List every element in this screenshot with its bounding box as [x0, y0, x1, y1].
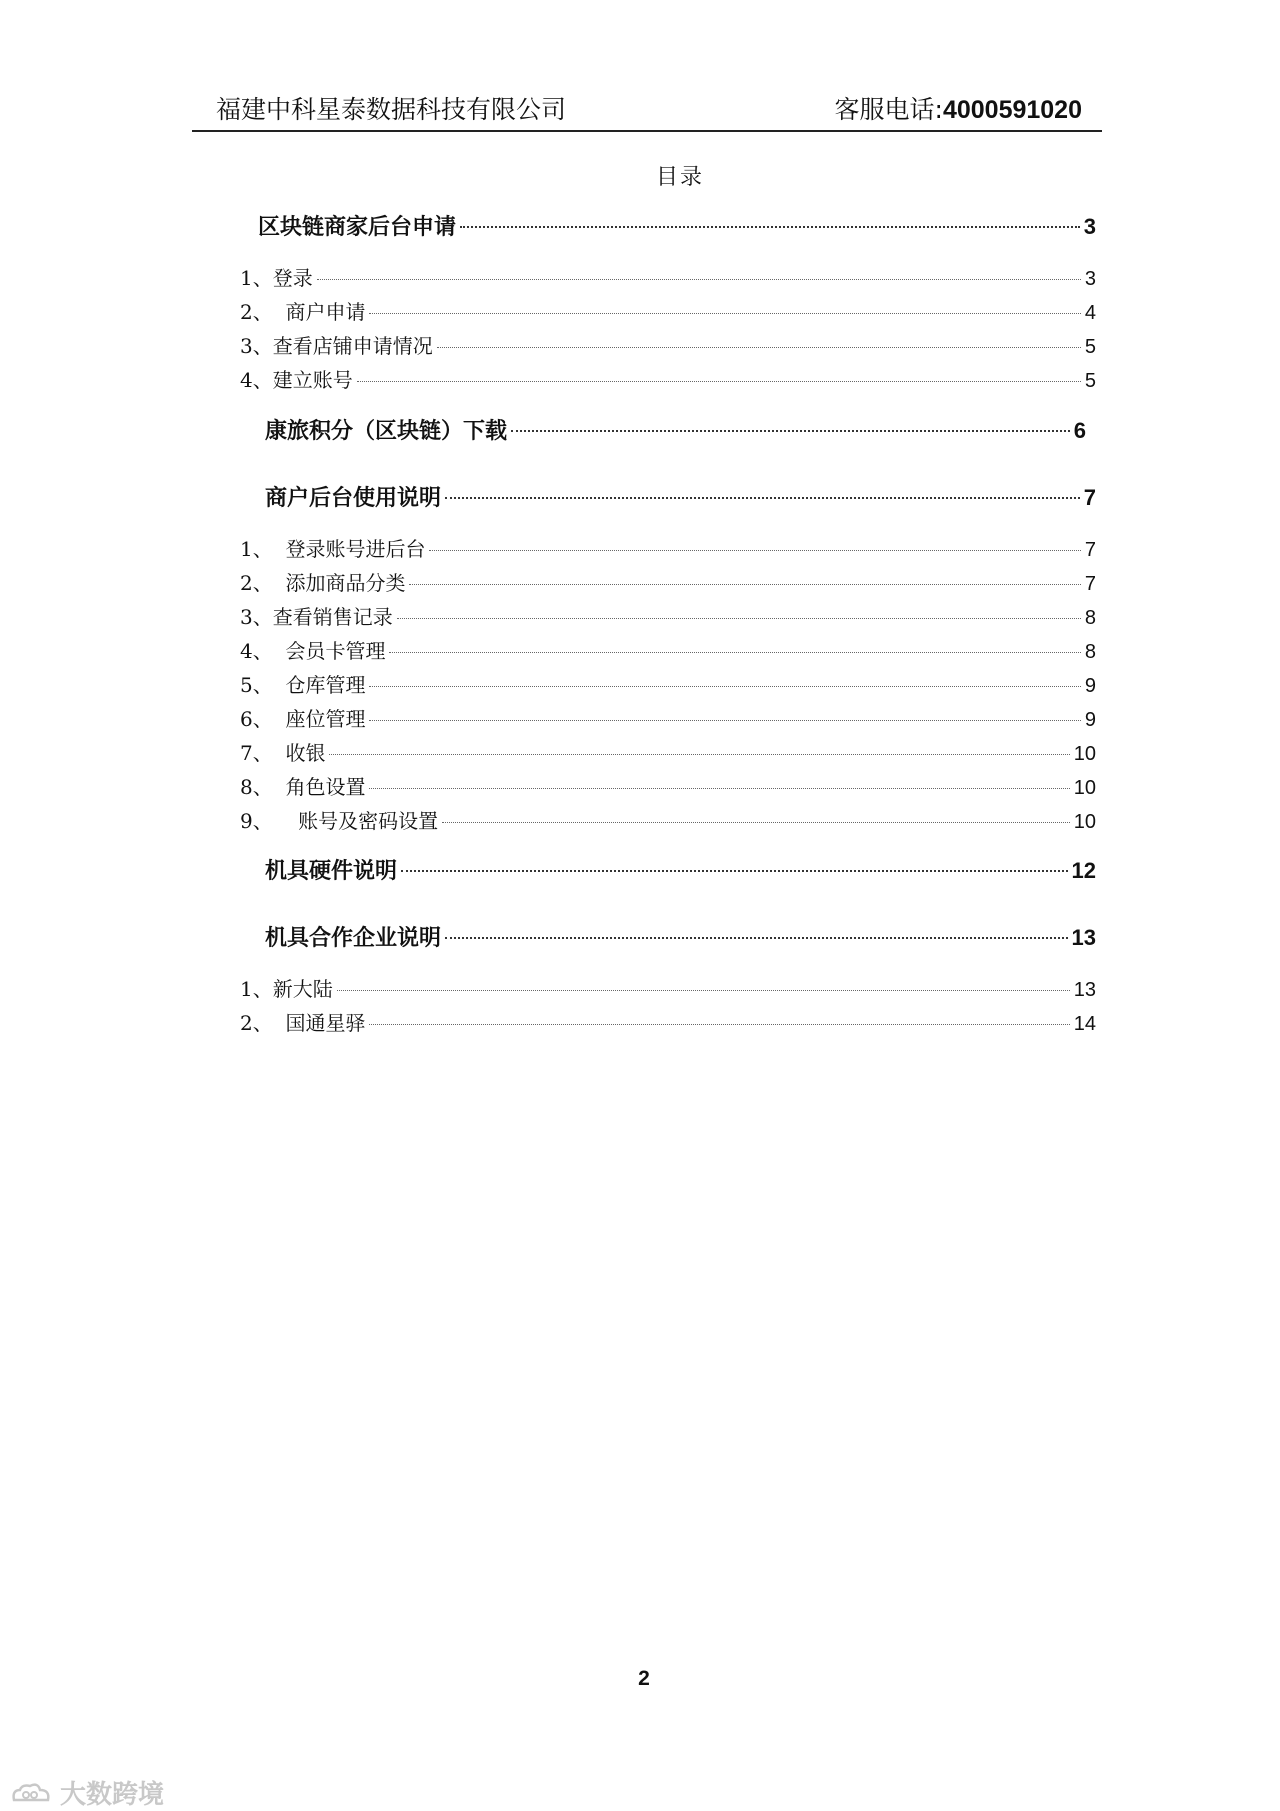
- toc-item[interactable]: [240, 703, 1096, 732]
- phone-label: 客服电话:: [834, 95, 943, 124]
- toc-leader: [445, 497, 1080, 499]
- toc-item[interactable]: [240, 635, 1096, 664]
- toc-leader: [317, 279, 1081, 280]
- service-phone: [835, 90, 1082, 126]
- toc-title: 目录: [655, 165, 704, 190]
- toc-section[interactable]: [265, 921, 1096, 952]
- toc-leader: [445, 937, 1068, 939]
- toc-item-page: 10: [1073, 811, 1096, 833]
- toc-item-label: 2、 商户申请: [240, 300, 366, 324]
- toc-leader: [511, 430, 1070, 432]
- toc-section-label: 机具合作企业说明: [265, 926, 442, 951]
- toc-item-label: 6、 座位管理: [240, 707, 366, 731]
- toc-item-label: 9、 账号及密码设置: [240, 809, 439, 833]
- toc-section-page: 12: [1071, 858, 1096, 883]
- toc-section-page: 7: [1083, 485, 1096, 510]
- phone-number: 4000591020: [942, 96, 1082, 124]
- toc-item-page: 5: [1084, 370, 1096, 392]
- toc-leader: [369, 686, 1080, 687]
- toc-item-label: 7、 收银: [240, 741, 326, 765]
- toc-section[interactable]: [265, 854, 1096, 885]
- toc-section[interactable]: [265, 414, 1086, 445]
- toc-leader: [337, 990, 1070, 991]
- toc-section-label: 康旅积分（区块链）下载: [265, 419, 508, 444]
- toc-item[interactable]: [240, 567, 1096, 596]
- toc-leader: [409, 584, 1080, 585]
- toc-item-page: 10: [1073, 777, 1096, 799]
- toc-section-page: 3: [1083, 214, 1096, 239]
- toc-item-label: 3、查看店铺申请情况: [240, 334, 433, 358]
- toc-leader: [429, 550, 1080, 551]
- toc-item[interactable]: [240, 533, 1096, 562]
- toc-item-page: 9: [1084, 675, 1096, 697]
- toc-item-label: 4、 会员卡管理: [240, 639, 386, 663]
- toc-item-page: 7: [1084, 573, 1096, 595]
- toc-item-label: 4、建立账号: [240, 368, 353, 392]
- toc-leader: [389, 652, 1080, 653]
- toc-leader: [401, 870, 1068, 872]
- toc-item[interactable]: [240, 805, 1096, 834]
- toc-item[interactable]: [240, 296, 1096, 325]
- toc-leader: [369, 313, 1080, 314]
- toc-item-page: 9: [1084, 709, 1096, 731]
- toc-leader: [369, 1024, 1069, 1025]
- toc-item-page: 13: [1073, 979, 1096, 1001]
- toc-item[interactable]: [240, 330, 1096, 359]
- toc-section[interactable]: [258, 210, 1096, 241]
- toc-section-page: 6: [1073, 418, 1086, 443]
- toc-item[interactable]: [240, 601, 1096, 630]
- toc-item-page: 8: [1084, 641, 1096, 663]
- toc-item-page: 3: [1084, 268, 1096, 290]
- toc-item-label: 1、登录: [240, 266, 313, 290]
- toc-leader: [329, 754, 1069, 755]
- toc-item[interactable]: [240, 737, 1096, 766]
- toc-section-label: 区块链商家后台申请: [258, 215, 457, 240]
- watermark: [10, 1774, 164, 1811]
- watermark-text: 大数跨境: [60, 1780, 165, 1810]
- toc-item[interactable]: [240, 973, 1096, 1002]
- toc-leader: [369, 788, 1069, 789]
- toc-item[interactable]: [240, 1007, 1096, 1036]
- toc-section-label: 机具硬件说明: [265, 859, 398, 884]
- toc-item[interactable]: [240, 771, 1096, 800]
- toc-item-label: 2、 添加商品分类: [240, 571, 406, 595]
- toc-leader: [357, 381, 1081, 382]
- toc-item-page: 5: [1084, 336, 1096, 358]
- page-number: 2: [638, 1667, 650, 1690]
- page-header: [192, 90, 1102, 132]
- toc-section-label: 商户后台使用说明: [265, 486, 442, 511]
- toc-item-label: 8、 角色设置: [240, 775, 366, 799]
- toc-item-page: 10: [1073, 743, 1096, 765]
- toc-item[interactable]: [240, 364, 1096, 393]
- toc-item-label: 5、 仓库管理: [240, 673, 366, 697]
- toc-item-page: 8: [1084, 607, 1096, 629]
- toc-item-page: 14: [1073, 1013, 1096, 1035]
- toc-leader: [460, 226, 1080, 228]
- toc-section-page: 13: [1071, 925, 1096, 950]
- toc-item[interactable]: [240, 262, 1096, 291]
- toc-section[interactable]: [265, 481, 1096, 512]
- toc-item-page: 7: [1084, 539, 1096, 561]
- toc-item-label: 2、 国通星驿: [240, 1011, 366, 1035]
- toc-leader: [397, 618, 1081, 619]
- toc-item-label: 1、新大陆: [240, 977, 333, 1001]
- company-name: 福建中科星泰数据科技有限公司: [216, 95, 567, 124]
- toc-item-label: 3、查看销售记录: [240, 605, 393, 629]
- toc-item-label: 1、 登录账号进后台: [240, 537, 426, 561]
- toc-item-page: 4: [1084, 302, 1096, 324]
- toc-item[interactable]: [240, 669, 1096, 698]
- toc-leader: [437, 347, 1081, 348]
- cloud-logo-icon: [10, 1782, 52, 1804]
- toc-leader: [369, 720, 1080, 721]
- toc-leader: [442, 822, 1070, 823]
